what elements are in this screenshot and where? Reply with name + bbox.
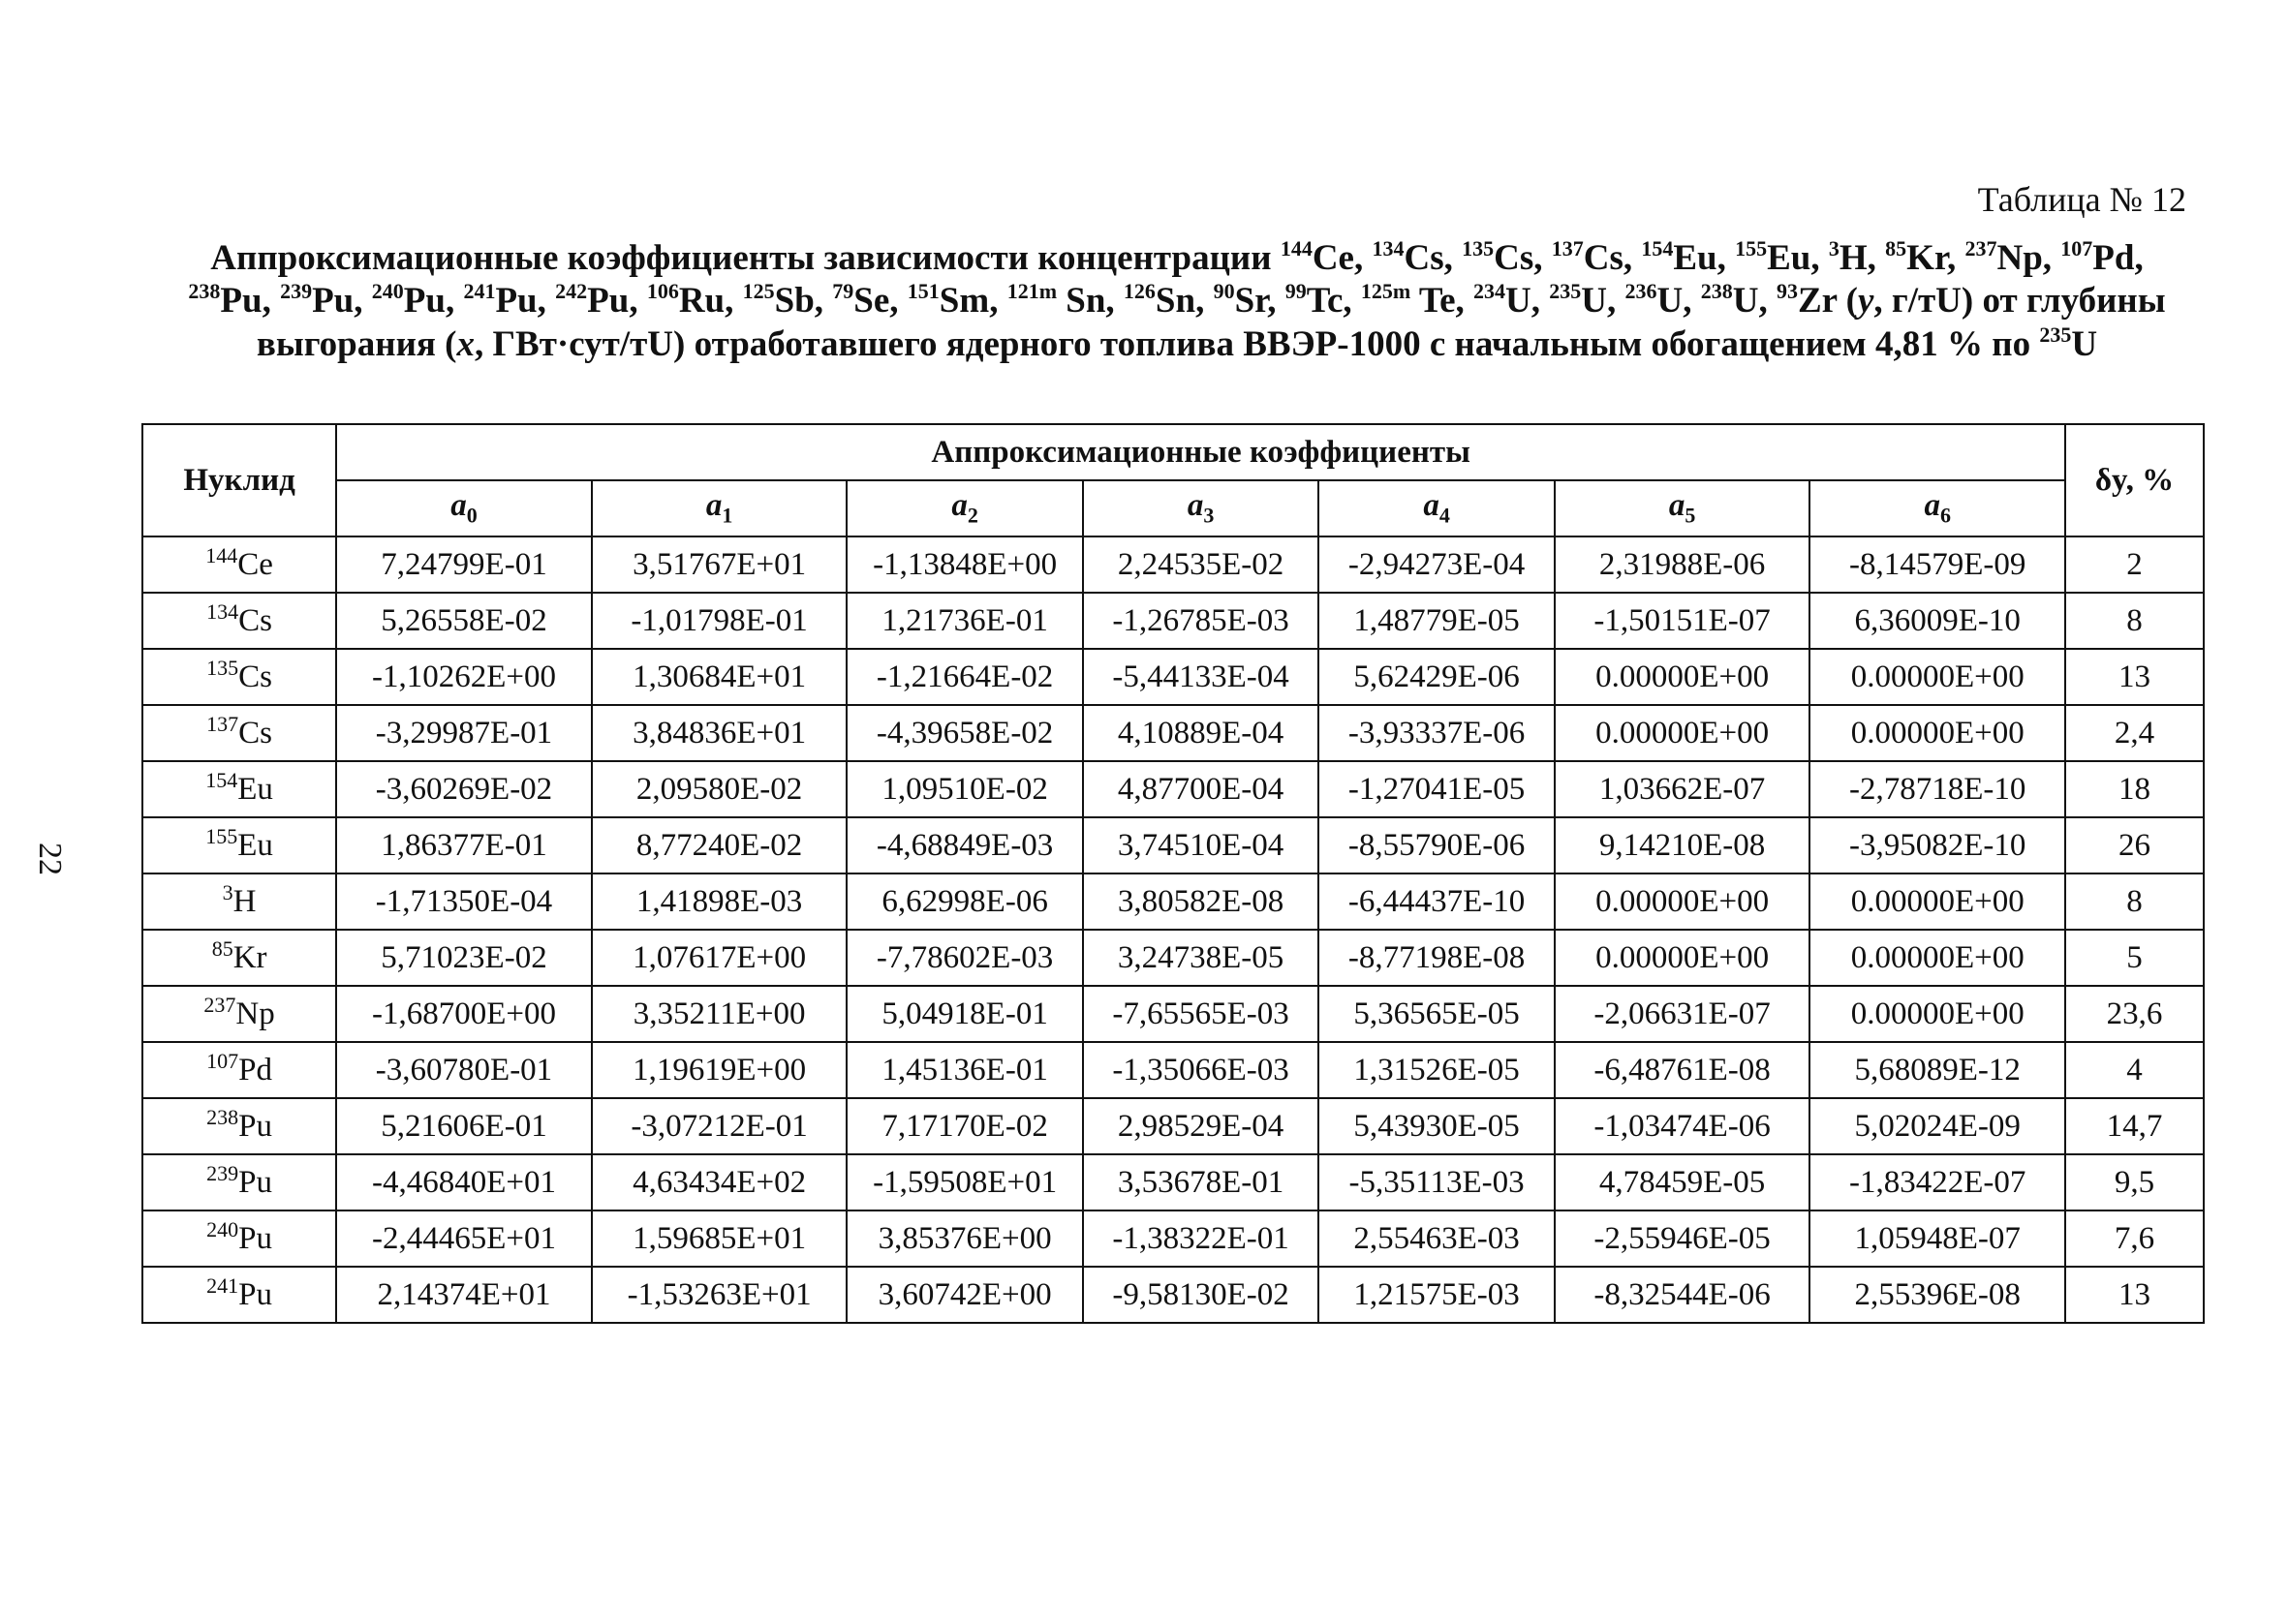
table-title xyxy=(165,237,2189,366)
page-number: 22 xyxy=(32,843,68,875)
coefficient-a6-cell: 0.00000E+00 xyxy=(1809,649,2065,705)
coefficient-a1-cell: 1,30684E+01 xyxy=(592,649,848,705)
coefficient-a5-cell: 0.00000E+00 xyxy=(1555,649,1810,705)
title-mass-number: 135 xyxy=(1462,236,1495,260)
nuclide-mass-number: 237 xyxy=(203,992,236,1017)
coefficient-a2-cell: -1,21664E-02 xyxy=(847,649,1082,705)
coefficient-a0-cell: 5,21606E-01 xyxy=(336,1098,592,1154)
coefficient-a3-cell: -5,44133E-04 xyxy=(1083,649,1318,705)
nuclide-symbol: Pu xyxy=(238,1276,273,1312)
title-element: Zr xyxy=(1797,281,1838,322)
nuclide-cell xyxy=(142,1210,336,1267)
coefficient-letter: a xyxy=(1423,488,1439,524)
title-mass-number: 121m xyxy=(1006,279,1058,304)
nuclide-column-header: Нуклид xyxy=(142,424,336,536)
coefficient-a6-cell: 0.00000E+00 xyxy=(1809,873,2065,930)
coefficient-index: 6 xyxy=(1939,503,1951,528)
table-number: Таблица № 12 xyxy=(1977,180,2186,219)
coefficient-a3-cell: 4,87700E-04 xyxy=(1083,761,1318,817)
coefficient-a5-cell: -1,50151E-07 xyxy=(1555,593,1810,649)
coefficient-a4-cell: 5,43930E-05 xyxy=(1318,1098,1554,1154)
nuclide-cell xyxy=(142,536,336,593)
nuclide-cell xyxy=(142,761,336,817)
title-element: Pu xyxy=(587,281,630,322)
coefficient-header-a0 xyxy=(336,480,592,536)
coefficient-a2-cell: 3,60742E+00 xyxy=(847,1267,1082,1323)
coefficient-a2-cell: 1,45136E-01 xyxy=(847,1042,1082,1098)
table-row xyxy=(142,536,2204,593)
coefficient-a1-cell: 2,09580E-02 xyxy=(592,761,848,817)
title-text: , ГВт·сут/тU) отработавшего ядерного топлива ВВЭР-1000 с начальным обогащением 4,81 % по xyxy=(474,323,2040,364)
nuclide-symbol: Cs xyxy=(238,602,273,638)
title-mass-number: 241 xyxy=(463,279,496,304)
title-element: Te xyxy=(1410,281,1456,322)
title-element: Kr xyxy=(1906,238,1947,278)
coefficient-a2-cell: 5,04918E-01 xyxy=(847,986,1082,1042)
error-cell: 2,4 xyxy=(2065,705,2204,761)
nuclide-symbol: Np xyxy=(235,996,275,1031)
nuclide-mass-number: 240 xyxy=(206,1216,239,1241)
coefficient-a2-cell: -4,39658E-02 xyxy=(847,705,1082,761)
coefficient-letter: a xyxy=(951,488,968,524)
coefficient-a4-cell: -1,27041E-05 xyxy=(1318,761,1554,817)
coefficient-a4-cell: -3,93337E-06 xyxy=(1318,705,1554,761)
title-mass-number: 134 xyxy=(1372,236,1405,260)
coefficient-a0-cell: 2,14374E+01 xyxy=(336,1267,592,1323)
nuclide-symbol: Pd xyxy=(238,1052,273,1088)
title-element: Sb xyxy=(774,281,815,322)
title-element: U xyxy=(1581,281,1607,322)
title-element: Sn xyxy=(1057,281,1106,322)
nuclide-symbol: Eu xyxy=(237,827,273,863)
coefficient-a3-cell: 4,10889E-04 xyxy=(1083,705,1318,761)
coefficient-a0-cell: 7,24799E-01 xyxy=(336,536,592,593)
title-element: U xyxy=(2071,323,2098,364)
title-mass-number: 239 xyxy=(280,279,313,304)
coefficient-a1-cell: 1,59685E+01 xyxy=(592,1210,848,1267)
title-element: Ce xyxy=(1312,238,1354,278)
coefficient-a6-cell: -8,14579E-09 xyxy=(1809,536,2065,593)
title-element: U xyxy=(1732,281,1759,322)
nuclide-cell xyxy=(142,986,336,1042)
title-text: , г/тU) от глубины выгорания ( xyxy=(256,281,2166,364)
coefficient-a2-cell: -1,13848E+00 xyxy=(847,536,1082,593)
coefficient-a2-cell: 3,85376E+00 xyxy=(847,1210,1082,1267)
title-element: Pu xyxy=(312,281,355,322)
error-cell: 8 xyxy=(2065,873,2204,930)
title-mass-number: 235 xyxy=(1549,279,1582,304)
nuclide-mass-number: 144 xyxy=(205,542,238,567)
coefficient-a4-cell: 5,36565E-05 xyxy=(1318,986,1554,1042)
title-mass-number: 144 xyxy=(1280,236,1313,260)
title-mass-number: 126 xyxy=(1123,279,1156,304)
coefficient-a2-cell: -4,68849E-03 xyxy=(847,817,1082,873)
title-element: Se xyxy=(853,281,890,322)
title-element: U xyxy=(1505,281,1531,322)
table-row xyxy=(142,1210,2204,1267)
coefficient-a0-cell: 1,86377E-01 xyxy=(336,817,592,873)
title-mass-number: 79 xyxy=(832,279,854,304)
title-nuclide-list: $^{144}$Ce, $^{134}$Cs, $^{135}$Cs, $^{137}$Cs, $^{154}$Eu, $^{155}$Eu, $^3$H, $^{85}$Kr, $^{237}$Np, $^{107}$Pd, $^{238}$Pu, $^{239}$Pu, $^{240}$Pu, $^{241}$Pu, $^{242}$Pu, $^{106}$Ru, $^{125}$Sb, $^{79}$Se, $^{151}$Sm, $^{121m}$ Sn, $^{126}$Sn, $^{90}$Sr, $^{99}$Tc, $^{125m}$ Te, $^{234}$U, $^{235}$U, $^{236}$U, $^{238}$U, $^{93}$Zr xyxy=(188,236,2144,322)
title-mass-number: 234 xyxy=(1473,279,1506,304)
coefficient-a0-cell: -3,60269E-02 xyxy=(336,761,592,817)
nuclide-cell xyxy=(142,1267,336,1323)
title-mass-number: 106 xyxy=(646,279,679,304)
title-element: Ru xyxy=(678,281,726,322)
coefficient-a1-cell: 8,77240E-02 xyxy=(592,817,848,873)
coefficient-a3-cell: 3,80582E-08 xyxy=(1083,873,1318,930)
coefficient-a2-cell: 1,09510E-02 xyxy=(847,761,1082,817)
nuclide-cell xyxy=(142,649,336,705)
title-mass-number: 154 xyxy=(1641,236,1674,260)
coefficient-a0-cell: -2,44465E+01 xyxy=(336,1210,592,1267)
coefficient-a5-cell: -1,03474E-06 xyxy=(1555,1098,1810,1154)
error-cell: 2 xyxy=(2065,536,2204,593)
coefficient-a1-cell: 3,84836E+01 xyxy=(592,705,848,761)
coefficient-a6-cell: -3,95082E-10 xyxy=(1809,817,2065,873)
coefficient-a6-cell: 0.00000E+00 xyxy=(1809,986,2065,1042)
title-element: Eu xyxy=(1767,238,1811,278)
title-mass-number: 237 xyxy=(1964,236,1997,260)
title-mass-number: 242 xyxy=(555,279,588,304)
error-cell: 18 xyxy=(2065,761,2204,817)
error-cell: 13 xyxy=(2065,1267,2204,1323)
title-element: H xyxy=(1839,238,1868,278)
title-text: Аппроксимационные коэффициенты зависимости концентрации xyxy=(210,238,1272,278)
error-cell: 14,7 xyxy=(2065,1098,2204,1154)
nuclide-mass-number: 134 xyxy=(206,598,239,624)
coefficient-letter: a xyxy=(450,488,467,524)
title-element: Cs xyxy=(1583,238,1623,278)
table-row xyxy=(142,873,2204,930)
nuclide-mass-number: 3 xyxy=(222,879,233,904)
coefficient-a4-cell: 2,55463E-03 xyxy=(1318,1210,1554,1267)
table-row xyxy=(142,986,2204,1042)
coefficient-a1-cell: 1,07617E+00 xyxy=(592,930,848,986)
nuclide-mass-number: 85 xyxy=(211,935,233,961)
nuclide-symbol: Cs xyxy=(238,715,273,751)
table-row xyxy=(142,1042,2204,1098)
coefficient-a1-cell: -1,01798E-01 xyxy=(592,593,848,649)
title-mass-number: 240 xyxy=(371,279,404,304)
coefficient-a1-cell: 3,51767E+01 xyxy=(592,536,848,593)
coefficient-a2-cell: -1,59508E+01 xyxy=(847,1154,1082,1210)
title-element: Np xyxy=(1996,238,2043,278)
coefficient-letter: a xyxy=(1187,488,1204,524)
coefficient-a1-cell: -3,07212E-01 xyxy=(592,1098,848,1154)
nuclide-mass-number: 137 xyxy=(206,711,239,736)
coefficient-a4-cell: -8,55790E-06 xyxy=(1318,817,1554,873)
coefficient-a4-cell: -5,35113E-03 xyxy=(1318,1154,1554,1210)
title-element: Tc xyxy=(1306,281,1344,322)
title-element: Sn xyxy=(1155,281,1196,322)
title-mass-number: 93 xyxy=(1776,279,1798,304)
coefficient-a5-cell: -2,55946E-05 xyxy=(1555,1210,1810,1267)
nuclide-mass-number: 239 xyxy=(206,1160,239,1185)
coefficient-a1-cell: 1,41898E-03 xyxy=(592,873,848,930)
title-element: U xyxy=(1656,281,1684,322)
error-cell: 5 xyxy=(2065,930,2204,986)
coefficient-a4-cell: 1,48779E-05 xyxy=(1318,593,1554,649)
coefficient-a0-cell: -3,60780E-01 xyxy=(336,1042,592,1098)
error-cell: 8 xyxy=(2065,593,2204,649)
coefficient-a0-cell: -1,71350E-04 xyxy=(336,873,592,930)
coefficient-letter: a xyxy=(705,488,723,524)
title-element: Eu xyxy=(1673,238,1717,278)
coefficient-a4-cell: -6,44437E-10 xyxy=(1318,873,1554,930)
nuclide-cell xyxy=(142,930,336,986)
coefficient-index: 0 xyxy=(466,503,478,528)
title-element: Pd xyxy=(2092,238,2135,278)
coefficient-a3-cell: 3,74510E-04 xyxy=(1083,817,1318,873)
coefficient-letter: a xyxy=(1924,488,1940,524)
coefficient-a0-cell: -1,10262E+00 xyxy=(336,649,592,705)
nuclide-mass-number: 238 xyxy=(206,1104,239,1129)
coefficient-header-a5 xyxy=(1555,480,1810,536)
coefficient-a0-cell: 5,71023E-02 xyxy=(336,930,592,986)
nuclide-mass-number: 135 xyxy=(206,655,239,680)
coefficient-a2-cell: 1,21736E-01 xyxy=(847,593,1082,649)
table-row xyxy=(142,593,2204,649)
coefficient-a5-cell: -8,32544E-06 xyxy=(1555,1267,1810,1323)
coefficient-a3-cell: -1,38322E-01 xyxy=(1083,1210,1318,1267)
coefficient-a1-cell: 4,63434E+02 xyxy=(592,1154,848,1210)
coefficient-a3-cell: -9,58130E-02 xyxy=(1083,1267,1318,1323)
coefficient-index: 3 xyxy=(1203,503,1215,528)
coefficient-header-a3 xyxy=(1083,480,1318,536)
title-y-variable: у xyxy=(1857,281,1874,322)
coefficient-a6-cell: 6,36009E-10 xyxy=(1809,593,2065,649)
coefficient-a5-cell: 0.00000E+00 xyxy=(1555,873,1810,930)
coefficient-a2-cell: -7,78602E-03 xyxy=(847,930,1082,986)
title-x-variable: х xyxy=(456,323,475,364)
nuclide-symbol: Eu xyxy=(237,771,273,807)
title-element: Pu xyxy=(403,281,446,322)
nuclide-cell xyxy=(142,1098,336,1154)
coefficient-header-row xyxy=(142,480,2204,536)
nuclide-mass-number: 241 xyxy=(206,1272,239,1298)
table-row xyxy=(142,649,2204,705)
coefficient-index: 5 xyxy=(1685,503,1696,528)
table-row xyxy=(142,1267,2204,1323)
coefficient-a5-cell: -2,06631E-07 xyxy=(1555,986,1810,1042)
table-row xyxy=(142,817,2204,873)
coefficient-a0-cell: -1,68700E+00 xyxy=(336,986,592,1042)
error-cell: 26 xyxy=(2065,817,2204,873)
coefficient-index: 4 xyxy=(1438,503,1450,528)
nuclide-symbol: H xyxy=(232,883,257,919)
title-element: Cs xyxy=(1494,238,1534,278)
coefficient-a3-cell: -7,65565E-03 xyxy=(1083,986,1318,1042)
coefficient-header-a1 xyxy=(592,480,848,536)
title-mass-number: 99 xyxy=(1284,279,1307,304)
title-mass-number: 236 xyxy=(1624,279,1657,304)
title-mass-number: 151 xyxy=(907,279,940,304)
title-mass-number: 107 xyxy=(2060,236,2093,260)
coefficient-a4-cell: -8,77198E-08 xyxy=(1318,930,1554,986)
nuclide-cell xyxy=(142,817,336,873)
coefficient-header-a2 xyxy=(847,480,1082,536)
coefficient-a3-cell: 3,24738E-05 xyxy=(1083,930,1318,986)
coefficient-a5-cell: 9,14210E-08 xyxy=(1555,817,1810,873)
coefficient-a1-cell: 1,19619E+00 xyxy=(592,1042,848,1098)
title-element: Sr xyxy=(1234,281,1268,322)
coefficient-a6-cell: 0.00000E+00 xyxy=(1809,705,2065,761)
nuclide-symbol: Cs xyxy=(238,659,273,694)
error-cell: 7,6 xyxy=(2065,1210,2204,1267)
nuclide-symbol: Pu xyxy=(238,1220,273,1256)
title-element: Sm xyxy=(939,281,990,322)
table-row xyxy=(142,705,2204,761)
error-cell: 9,5 xyxy=(2065,1154,2204,1210)
coefficient-letter: a xyxy=(1668,488,1685,524)
coefficient-a3-cell: 2,98529E-04 xyxy=(1083,1098,1318,1154)
coefficient-a0-cell: -3,29987E-01 xyxy=(336,705,592,761)
coefficient-a6-cell: 5,68089E-12 xyxy=(1809,1042,2065,1098)
coefficient-header-a6 xyxy=(1809,480,2065,536)
title-mass-number: 125m xyxy=(1360,279,1411,304)
nuclide-cell xyxy=(142,1042,336,1098)
coefficient-a0-cell: 5,26558E-02 xyxy=(336,593,592,649)
title-element: Pu xyxy=(495,281,538,322)
nuclide-cell xyxy=(142,873,336,930)
coefficients-table xyxy=(141,423,2205,1324)
title-element: Pu xyxy=(220,281,263,322)
nuclide-symbol: Ce xyxy=(237,546,273,582)
coefficient-a4-cell: 1,31526E-05 xyxy=(1318,1042,1554,1098)
nuclide-mass-number: 154 xyxy=(205,767,238,792)
nuclide-symbol: Pu xyxy=(238,1164,273,1200)
coefficient-a5-cell: 4,78459E-05 xyxy=(1555,1154,1810,1210)
coefficient-index: 1 xyxy=(722,503,733,528)
coefficient-a3-cell: 3,53678E-01 xyxy=(1083,1154,1318,1210)
coefficient-a4-cell: 5,62429E-06 xyxy=(1318,649,1554,705)
coefficient-a6-cell: 2,55396E-08 xyxy=(1809,1267,2065,1323)
table-row xyxy=(142,930,2204,986)
coefficient-a3-cell: -1,35066E-03 xyxy=(1083,1042,1318,1098)
title-mass-number: 125 xyxy=(742,279,775,304)
nuclide-cell xyxy=(142,705,336,761)
coefficient-a0-cell: -4,46840E+01 xyxy=(336,1154,592,1210)
coefficient-header-a4 xyxy=(1318,480,1554,536)
title-mass-number: 155 xyxy=(1735,236,1768,260)
coefficient-a3-cell: -1,26785E-03 xyxy=(1083,593,1318,649)
title-mass-number: 137 xyxy=(1551,236,1584,260)
table-row xyxy=(142,1154,2204,1210)
nuclide-cell xyxy=(142,593,336,649)
table-body xyxy=(142,536,2204,1323)
title-text: ( xyxy=(1837,281,1858,322)
title-mass-number: 235 xyxy=(2039,322,2072,347)
title-mass-number: 238 xyxy=(1700,279,1733,304)
title-mass-number: 90 xyxy=(1213,279,1235,304)
title-mass-number: 85 xyxy=(1885,236,1907,260)
coefficient-a6-cell: 1,05948E-07 xyxy=(1809,1210,2065,1267)
coefficient-a5-cell: 1,03662E-07 xyxy=(1555,761,1810,817)
coefficient-a5-cell: 0.00000E+00 xyxy=(1555,930,1810,986)
nuclide-symbol: Kr xyxy=(232,939,267,975)
table-row xyxy=(142,1098,2204,1154)
coefficient-a6-cell: 5,02024E-09 xyxy=(1809,1098,2065,1154)
title-mass-number: 3 xyxy=(1828,236,1840,260)
coefficient-a6-cell: -2,78718E-10 xyxy=(1809,761,2065,817)
coefficients-group-header: Аппроксимационные коэффициенты xyxy=(336,424,2065,480)
coefficient-a3-cell: 2,24535E-02 xyxy=(1083,536,1318,593)
error-column-header: δy, % xyxy=(2065,424,2204,536)
nuclide-mass-number: 107 xyxy=(206,1048,239,1073)
coefficient-index: 2 xyxy=(967,503,978,528)
nuclide-symbol: Pu xyxy=(238,1108,273,1144)
coefficient-a2-cell: 7,17170E-02 xyxy=(847,1098,1082,1154)
coefficient-a5-cell: 2,31988E-06 xyxy=(1555,536,1810,593)
coefficient-a6-cell: -1,83422E-07 xyxy=(1809,1154,2065,1210)
coefficient-a5-cell: -6,48761E-08 xyxy=(1555,1042,1810,1098)
title-element: Cs xyxy=(1404,238,1444,278)
coefficient-a4-cell: 1,21575E-03 xyxy=(1318,1267,1554,1323)
error-cell: 4 xyxy=(2065,1042,2204,1098)
coefficient-a6-cell: 0.00000E+00 xyxy=(1809,930,2065,986)
coefficient-a1-cell: 3,35211E+00 xyxy=(592,986,848,1042)
table-row xyxy=(142,761,2204,817)
title-mass-number: 238 xyxy=(188,279,221,304)
error-cell: 23,6 xyxy=(2065,986,2204,1042)
nuclide-cell xyxy=(142,1154,336,1210)
coefficient-a2-cell: 6,62998E-06 xyxy=(847,873,1082,930)
coefficient-a5-cell: 0.00000E+00 xyxy=(1555,705,1810,761)
coefficient-a4-cell: -2,94273E-04 xyxy=(1318,536,1554,593)
nuclide-mass-number: 155 xyxy=(205,823,238,848)
coefficient-a1-cell: -1,53263E+01 xyxy=(592,1267,848,1323)
error-cell: 13 xyxy=(2065,649,2204,705)
